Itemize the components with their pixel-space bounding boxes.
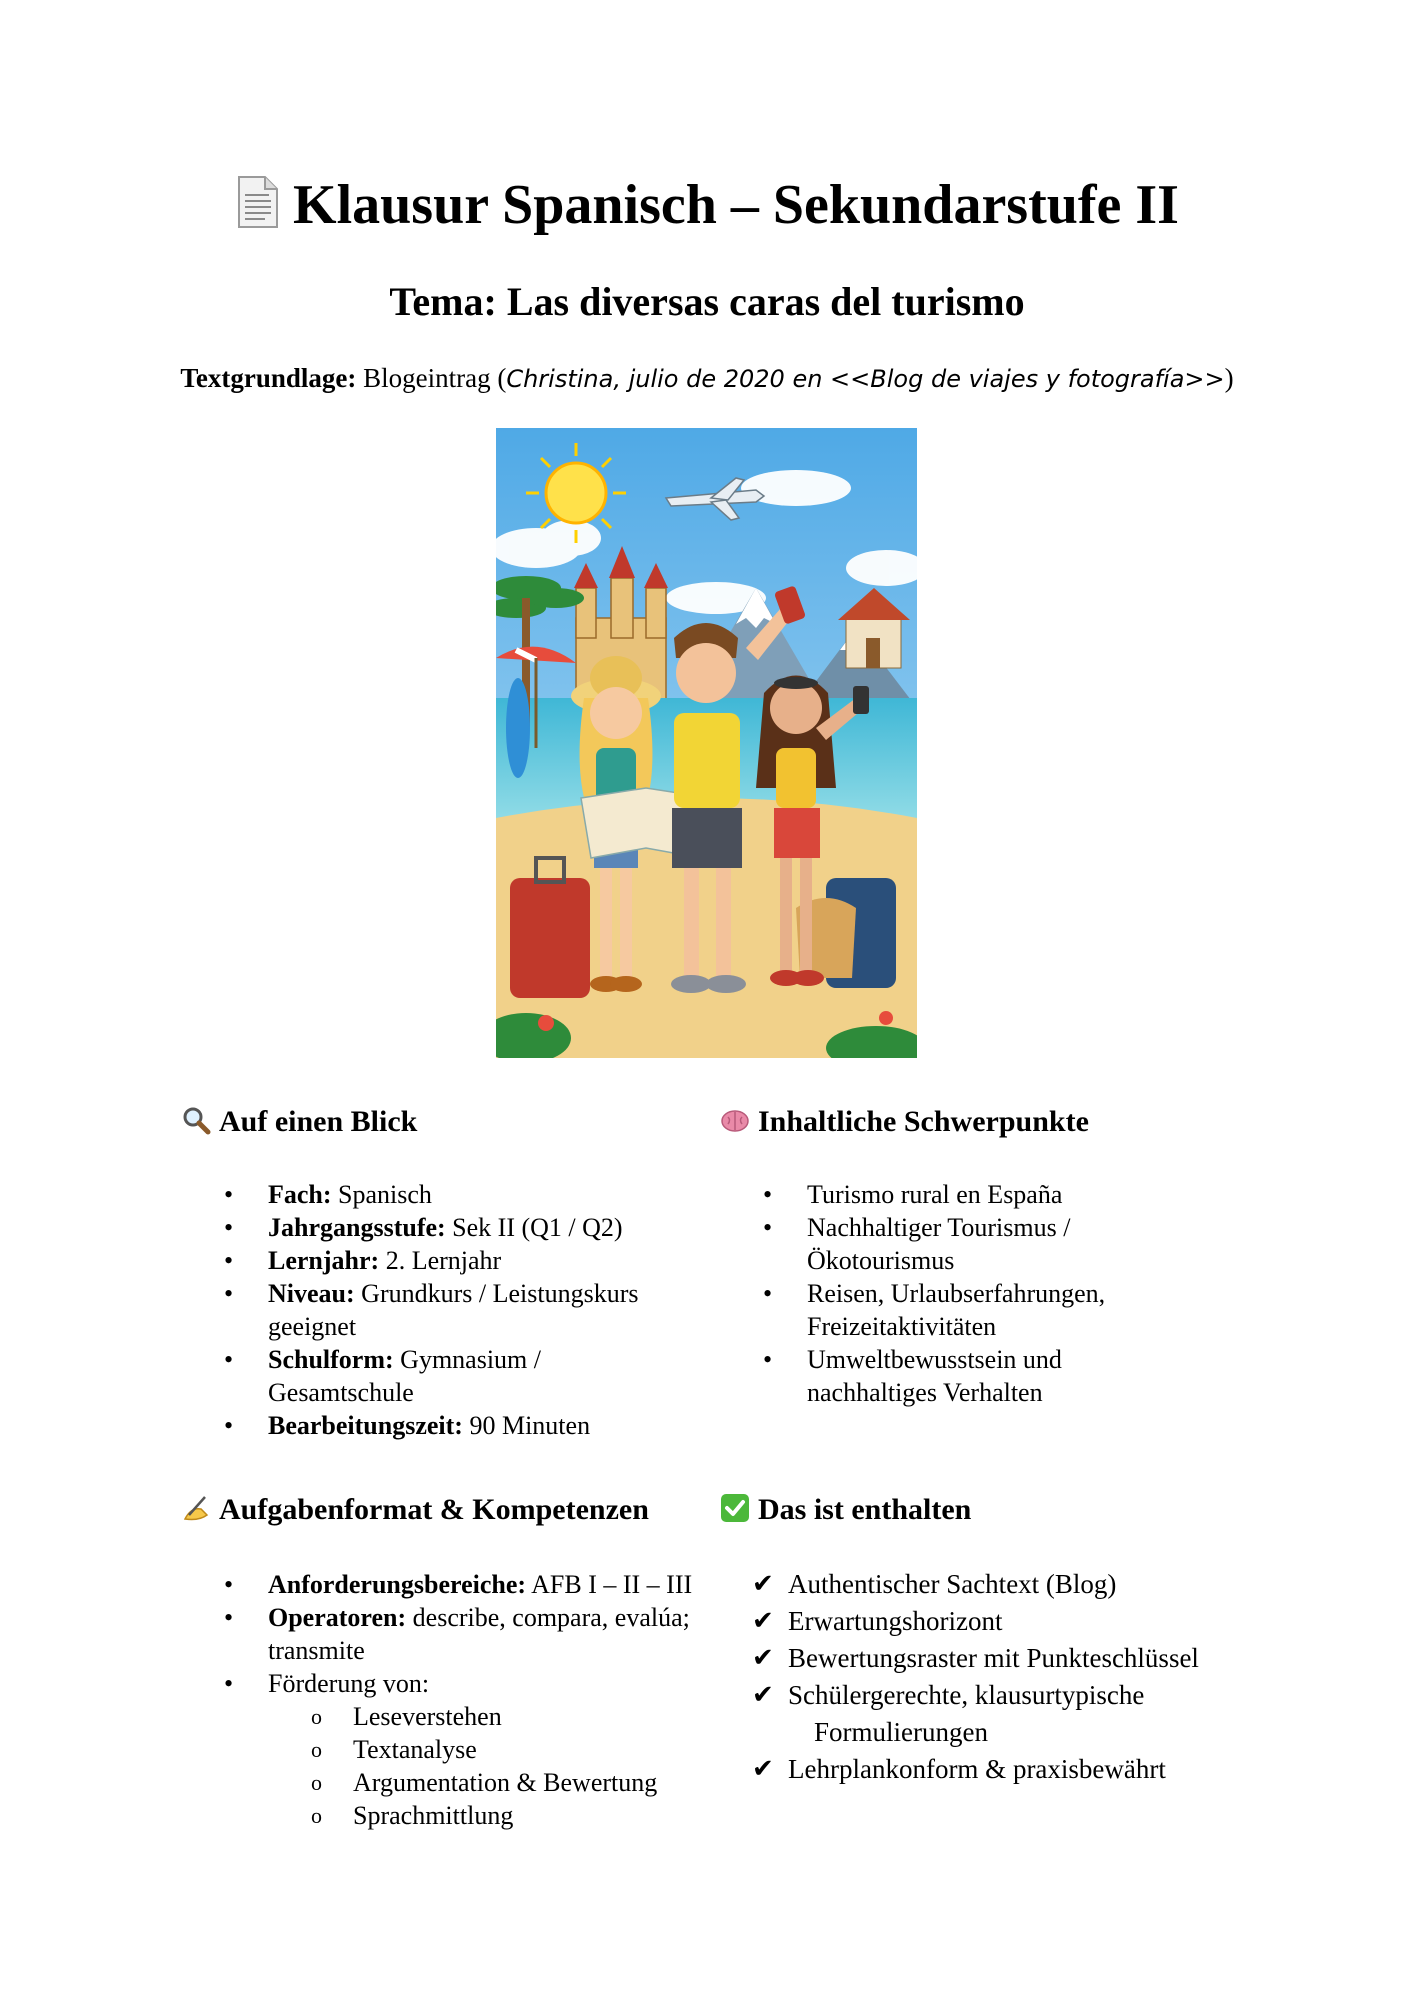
list-item: • Jahrgangsstufe: Sek II (Q1 / Q2) [268,1211,688,1244]
list-item: • Förderung von: o Leseverstehen o Textanalyse o Argumentation & Bewertung o Sprachmittlung [268,1667,698,1832]
list-item: • Schulform: Gymnasium / Gesamtschule [268,1343,688,1409]
check-icon: ✔ [752,1643,774,1673]
glance-heading [181,1102,417,1142]
list-item: • Turismo rural en España [807,1178,1167,1211]
focus-list [807,1178,1167,1409]
list-item: • Umweltbewusstsein und nachhaltiges Verhalten [807,1343,1167,1409]
list-item: • Fach: Spanisch [268,1178,688,1211]
contents-list [752,1566,1212,1788]
list-item: • Niveau: Grundkurs / Leistungskurs geeignet [268,1277,688,1343]
list-item: • Anforderungsbereiche: AFB I – II – III [268,1568,698,1601]
check-box-icon [720,1493,750,1523]
list-item: • Operatoren: describe, compara, evalúa; transmite [268,1601,698,1667]
list-item: ✔ Lehrplankonform & praxisbewährt [752,1751,1212,1788]
subtitle: Tema: Las diversas caras del turismo [389,279,1025,324]
list-item: • Nachhaltiger Tourismus / Ökotourismus [807,1211,1167,1277]
list-item: o Sprachmittlung [353,1799,698,1832]
writing-hand-icon [181,1493,211,1523]
source-close: ) [1224,363,1234,393]
source-label: Textgrundlage: [180,363,357,393]
page-title [0,170,1414,240]
title-text: Klausur Spanisch – Sekundarstufe II [293,174,1179,236]
format-heading [181,1490,649,1530]
document-icon [235,175,279,229]
brain-icon [720,1105,750,1135]
source-type: Blogeintrag ( [356,363,507,393]
check-icon: ✔ [752,1569,774,1599]
format-sublist [268,1700,698,1832]
check-icon: ✔ [752,1680,774,1710]
focus-heading-text: Inhaltliche Schwerpunkte [758,1105,1089,1138]
list-item: o Textanalyse [353,1733,698,1766]
list-item: ✔ Bewertungsraster mit Punkteschlüssel [752,1640,1212,1677]
travel-illustration [496,428,917,1058]
list-item: ✔ Erwartungshorizont [752,1603,1212,1640]
format-heading-text: Aufgabenformat & Kompetenzen [219,1493,649,1526]
list-item: • Bearbeitungszeit: 90 Minuten [268,1409,688,1442]
contents-heading [720,1490,971,1530]
source-line [0,358,1414,399]
glance-list [268,1178,688,1442]
format-list [268,1568,698,1832]
list-item: • Reisen, Urlaubserfahrungen, Freizeitaktivitäten [807,1277,1167,1343]
magnifier-icon [181,1105,211,1135]
focus-heading [720,1102,1089,1142]
source-detail: Christina, julio de 2020 en <<Blog de viajes y fotografía>> [506,365,1225,393]
list-item: • Lernjahr: 2. Lernjahr [268,1244,688,1277]
check-icon: ✔ [752,1606,774,1636]
check-icon: ✔ [752,1754,774,1784]
list-item: o Leseverstehen [353,1700,698,1733]
glance-heading-text: Auf einen Blick [219,1105,418,1138]
list-item: o Argumentation & Bewertung [353,1766,698,1799]
list-item: ✔ Schülergerechte, klausurtypische Formulierungen [752,1677,1212,1751]
list-item: ✔ Authentischer Sachtext (Blog) [752,1566,1212,1603]
contents-heading-text: Das ist enthalten [758,1493,972,1526]
